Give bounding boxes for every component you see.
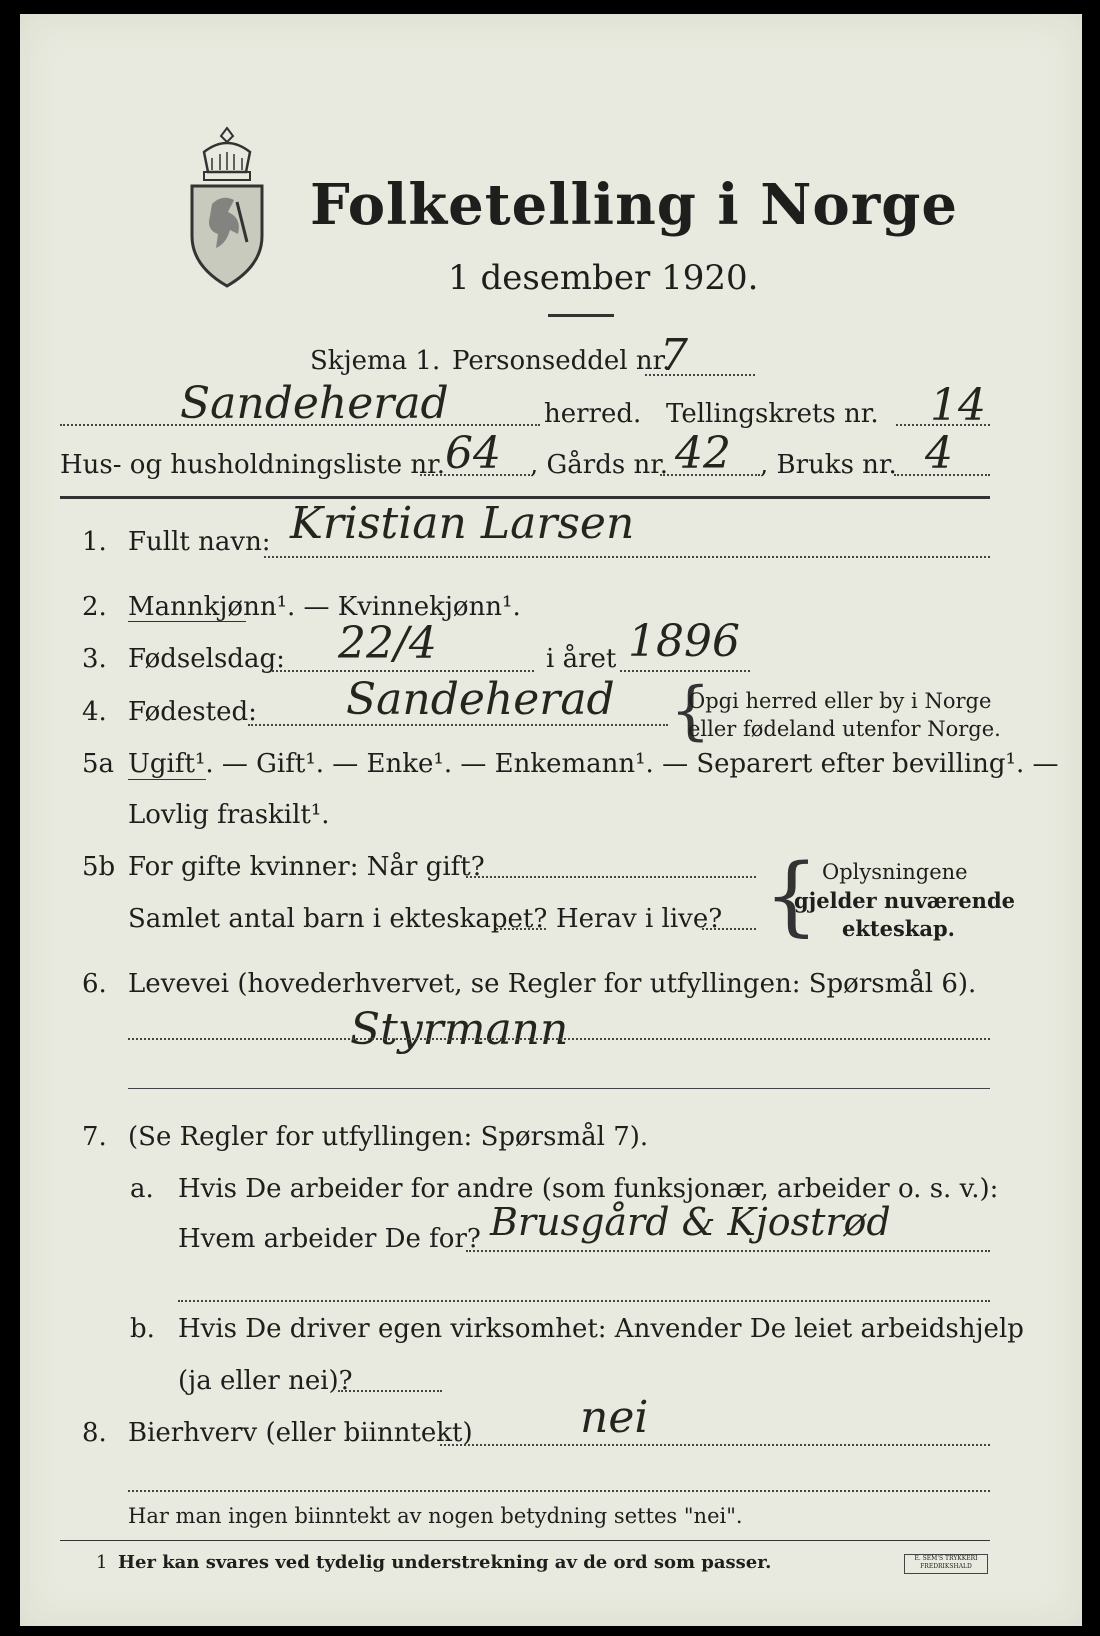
husliste-label: Hus- og husholdningsliste nr. (60, 450, 446, 480)
q3-year-value: 1896 (628, 616, 740, 667)
q7b-label-1: Hvis De driver egen virksomhet: Anvender De leiet arbeidshjelp (178, 1314, 1024, 1344)
q5b-note-2: gjelder nuværende (794, 888, 1015, 913)
gards-value: 42 (675, 428, 731, 479)
herred-line (60, 424, 540, 426)
herred-value: Sandeherad (180, 378, 449, 429)
q5b-number: 5b (82, 852, 116, 882)
q7a-line-2 (178, 1300, 990, 1302)
footnote-divider (60, 1540, 990, 1541)
q6-line-2 (128, 1088, 990, 1089)
q7a-letter: a. (130, 1174, 154, 1204)
q7-label: (Se Regler for utfyllingen: Spørsmål 7). (128, 1122, 649, 1152)
printer-stamp-line-1: E. SEM'S TRYKKERI (914, 1555, 978, 1562)
q5a-number: 5a (82, 749, 115, 779)
q8-value: nei (580, 1392, 649, 1443)
skjema-label: Skjema 1. (310, 346, 441, 376)
q2-number: 2. (82, 592, 107, 622)
census-date: 1 desember 1920. (448, 258, 759, 298)
q7b-letter: b. (130, 1314, 155, 1344)
personseddel-label: Personseddel nr. (452, 346, 671, 376)
q7-number: 7. (82, 1122, 107, 1152)
q3-year-label: i året (546, 644, 617, 674)
printer-stamp-line-2: FREDRIKSHALD (920, 1563, 972, 1570)
q3-label: Fødselsdag: (128, 644, 285, 674)
q5b-note-3: ekteskap. (842, 916, 955, 941)
q3-line (272, 670, 534, 672)
tellingskrets-label: Tellingskrets nr. (666, 399, 879, 429)
q4-number: 4. (82, 697, 107, 727)
title-divider (548, 314, 614, 317)
q3-number: 3. (82, 644, 107, 674)
q1-value: Kristian Larsen (290, 498, 635, 549)
printer-stamp (904, 1554, 988, 1574)
q7a-label-1: Hvis De arbeider for andre (som funksjonær, arbeider o. s. v.): (178, 1174, 999, 1204)
bruks-value: 4 (925, 428, 953, 479)
q5b-label-2: Samlet antal barn i ekteskapet? (128, 904, 548, 934)
q7a-value: Brusgård & Kjostrød (490, 1200, 891, 1244)
q2-label: Mannkjønn¹. — Kvinnekjønn¹. (128, 592, 521, 622)
q5b-line-1 (466, 876, 756, 878)
q5b-label-3: Herav i live? (556, 904, 723, 934)
footnote-text: Her kan svares ved tydelig understrekning av de ord som passer. (118, 1552, 772, 1573)
q5b-note-1: Oplysningene (822, 860, 968, 884)
q3-year-line (620, 670, 750, 672)
q8-number: 8. (82, 1418, 107, 1448)
form-title: Folketelling i Norge (310, 172, 959, 238)
q6-number: 6. (82, 969, 107, 999)
personseddel-value: 7 (660, 330, 688, 381)
tellingskrets-value: 14 (930, 380, 986, 431)
q1-label: Fullt navn: (128, 527, 271, 557)
herred-label: herred. (544, 399, 642, 429)
census-form (20, 14, 1082, 1626)
footnote-number: 1 (96, 1552, 108, 1573)
q5a-underline-ugift (128, 779, 206, 780)
q8-label: Bierhverv (eller biinntekt) (128, 1418, 473, 1448)
q4-value: Sandeherad (346, 674, 615, 725)
q5a-label-2: Lovlig fraskilt¹. (128, 800, 330, 830)
q4-note-1: Opgi herred eller by i Norge (688, 689, 992, 713)
q7a-label-2: Hvem arbeider De for? (178, 1224, 481, 1254)
q5a-label: Ugift¹. — Gift¹. — Enke¹. — Enkemann¹. — Separert efter bevilling¹. — (128, 749, 1059, 779)
q4-brace: { (670, 674, 711, 748)
q7b-line (338, 1390, 442, 1392)
q4-note-2: eller fødeland utenfor Norge. (688, 717, 1001, 741)
q8-line (440, 1444, 990, 1446)
q1-line (264, 556, 990, 558)
nei-note: Har man ingen biinntekt av nogen betydning settes "nei". (128, 1504, 743, 1528)
q5b-line-2 (496, 928, 546, 930)
q7b-label-2: (ja eller nei)? (178, 1366, 353, 1396)
gards-label: , Gårds nr. (530, 450, 669, 480)
q6-line-1 (128, 1038, 990, 1040)
q6-label: Levevei (hovederhvervet, se Regler for utfyllingen: Spørsmål 6). (128, 969, 977, 999)
bruks-label: , Bruks nr. (760, 450, 897, 480)
q5b-line-3 (702, 928, 756, 930)
coat-of-arms-icon (182, 122, 272, 292)
q8-line-2 (128, 1490, 990, 1492)
q2-underline-mannkjonn (128, 621, 246, 622)
q6-value: Styrmann (350, 1004, 569, 1055)
q5b-label-1: For gifte kvinner: Når gift? (128, 852, 485, 882)
q3-value: 22/4 (338, 618, 437, 669)
q5b-brace: { (764, 846, 819, 946)
q4-label: Fødested: (128, 697, 257, 727)
husliste-value: 64 (445, 428, 501, 479)
q1-number: 1. (82, 527, 107, 557)
q7a-line-1 (466, 1250, 990, 1252)
